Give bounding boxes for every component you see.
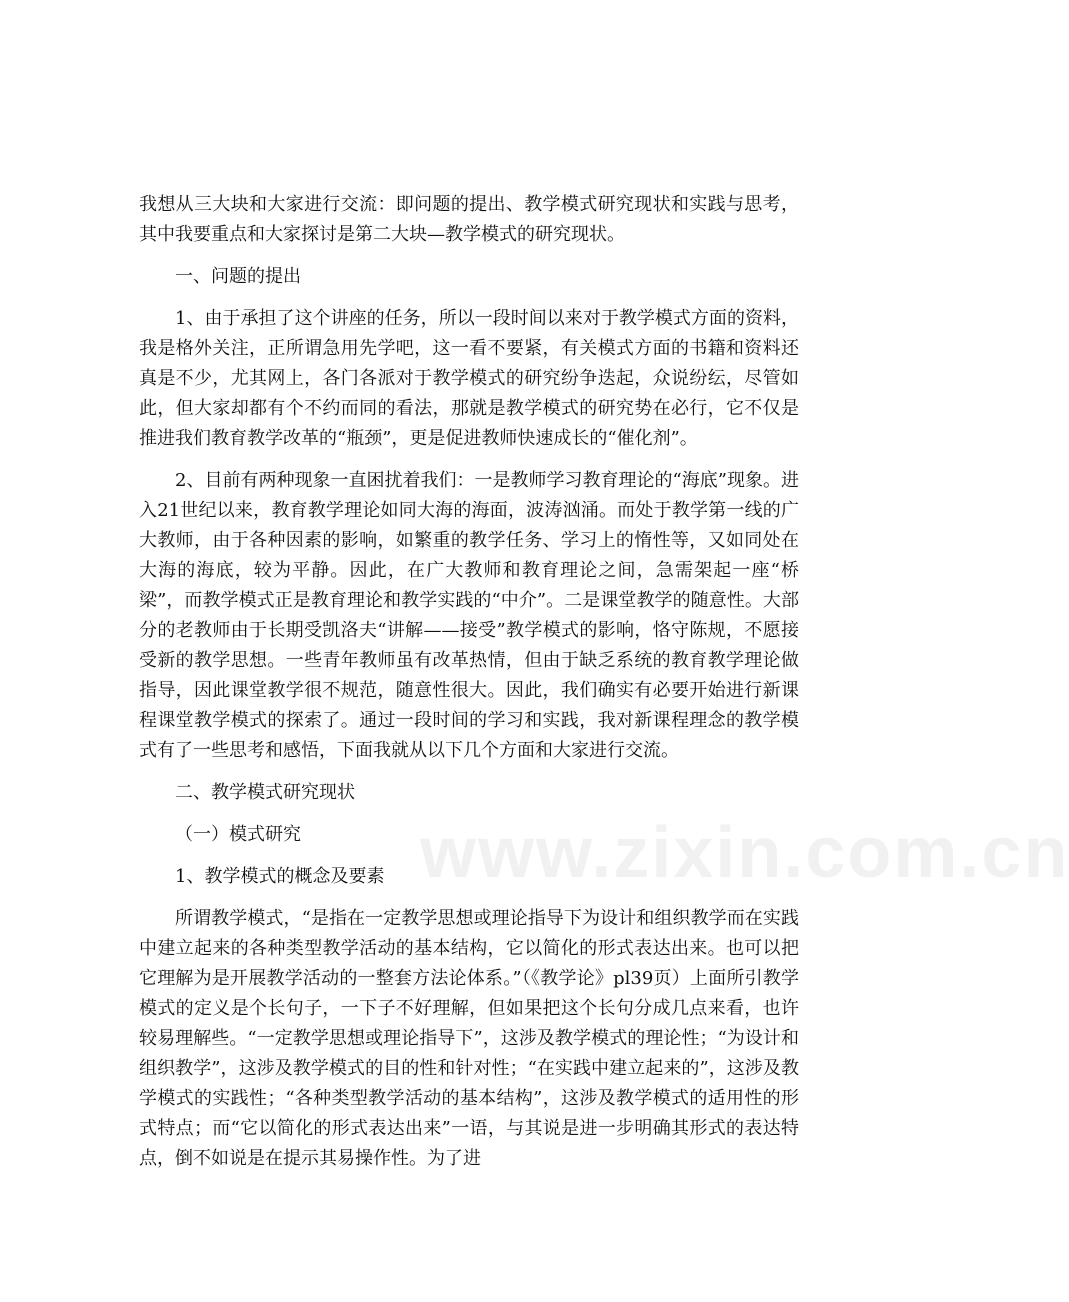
section-heading-problem: 一、问题的提出 bbox=[175, 266, 301, 287]
body-paragraph-3: 所谓教学模式，“是指在一定教学思想或理论指导下为设计和组织教学而在实践中建立起来的各种类型教学活动的基本结构，它以简化的形式表达出来。也可以把它理解为是开展教学活动的一整套方法论体系。”（《教学论》pl39页）上面所引教学模式的定义是个长句子，一下子不好理解，但如果把这个长句分成几点来看，也许较易理解些。“一定教学思想或理论指导下”，这涉及教学模式的理论性；“为设计和组织教学”，这涉及教学模式的目的性和针对性；“在实践中建立起来的”，这涉及教学模式的实践性；“各种类型教学活动的基本结构”，这涉及教学模式的适用性的形式特点；而“它以简化的形式表达出来”一语，与其说是进一步明确其形式的表达特点，倒不如说是在提示其易操作性。为了进 bbox=[139, 908, 799, 1169]
subsection-heading-model-research: （一）模式研究 bbox=[175, 824, 301, 845]
document-body bbox=[139, 190, 799, 1186]
body-paragraph-2: 2、目前有两种现象一直困扰着我们：一是教师学习教育理论的“海底”现象。进入21世纪以来，教育教学理论如同大海的海面，波涛汹涌。而处于教学第一线的广大教师，由于各种因素的影响，如繁重的教学任务、学习上的惰性等，又如同处在大海的海底，较为平静。因此，在广大教师和教育理论之间，急需架起一座“桥梁”，而教学模式正是教育理论和教学实践的“中介”。二是课堂教学的随意性。大部分的老教师由于长期受凯洛夫“讲解——接受”教学模式的影响，恪守陈规，不愿接受新的教学思想。一些青年教师虽有改革热情，但由于缺乏系统的教育教学理论做指导，因此课堂教学很不规范，随意性很大。因此，我们确实有必要开始进行新课程课堂教学模式的探索了。通过一段时间的学习和实践，我对新课程理念的教学模式有了一些思考和感悟，下面我就从以下几个方面和大家进行交流。 bbox=[139, 470, 799, 761]
watermark: www.zixin.com.cn bbox=[420, 813, 1069, 893]
body-paragraph-1: 1、由于承担了这个讲座的任务，所以一段时间以来对于教学模式方面的资料，我是格外关注，正所谓急用先学吧，这一看不要紧，有关模式方面的书籍和资料还真是不少，尤其网上，各门各派对于教学模式的研究纷争迭起，众说纷纭，尽管如此，但大家却都有个不约而同的看法，那就是教学模式的研究势在必行，它不仅是推进我们教育教学改革的“瓶颈”，更是促进教师快速成长的“催化剂”。 bbox=[139, 308, 799, 449]
subsection-heading-concept: 1、教学模式的概念及要素 bbox=[175, 866, 385, 887]
section-heading-status: 二、教学模式研究现状 bbox=[175, 782, 355, 803]
intro-paragraph: 我想从三大块和大家进行交流：即问题的提出、教学模式研究现状和实践与思考，其中我要重点和大家探讨是第二大块—教学模式的研究现状。 bbox=[139, 194, 799, 245]
